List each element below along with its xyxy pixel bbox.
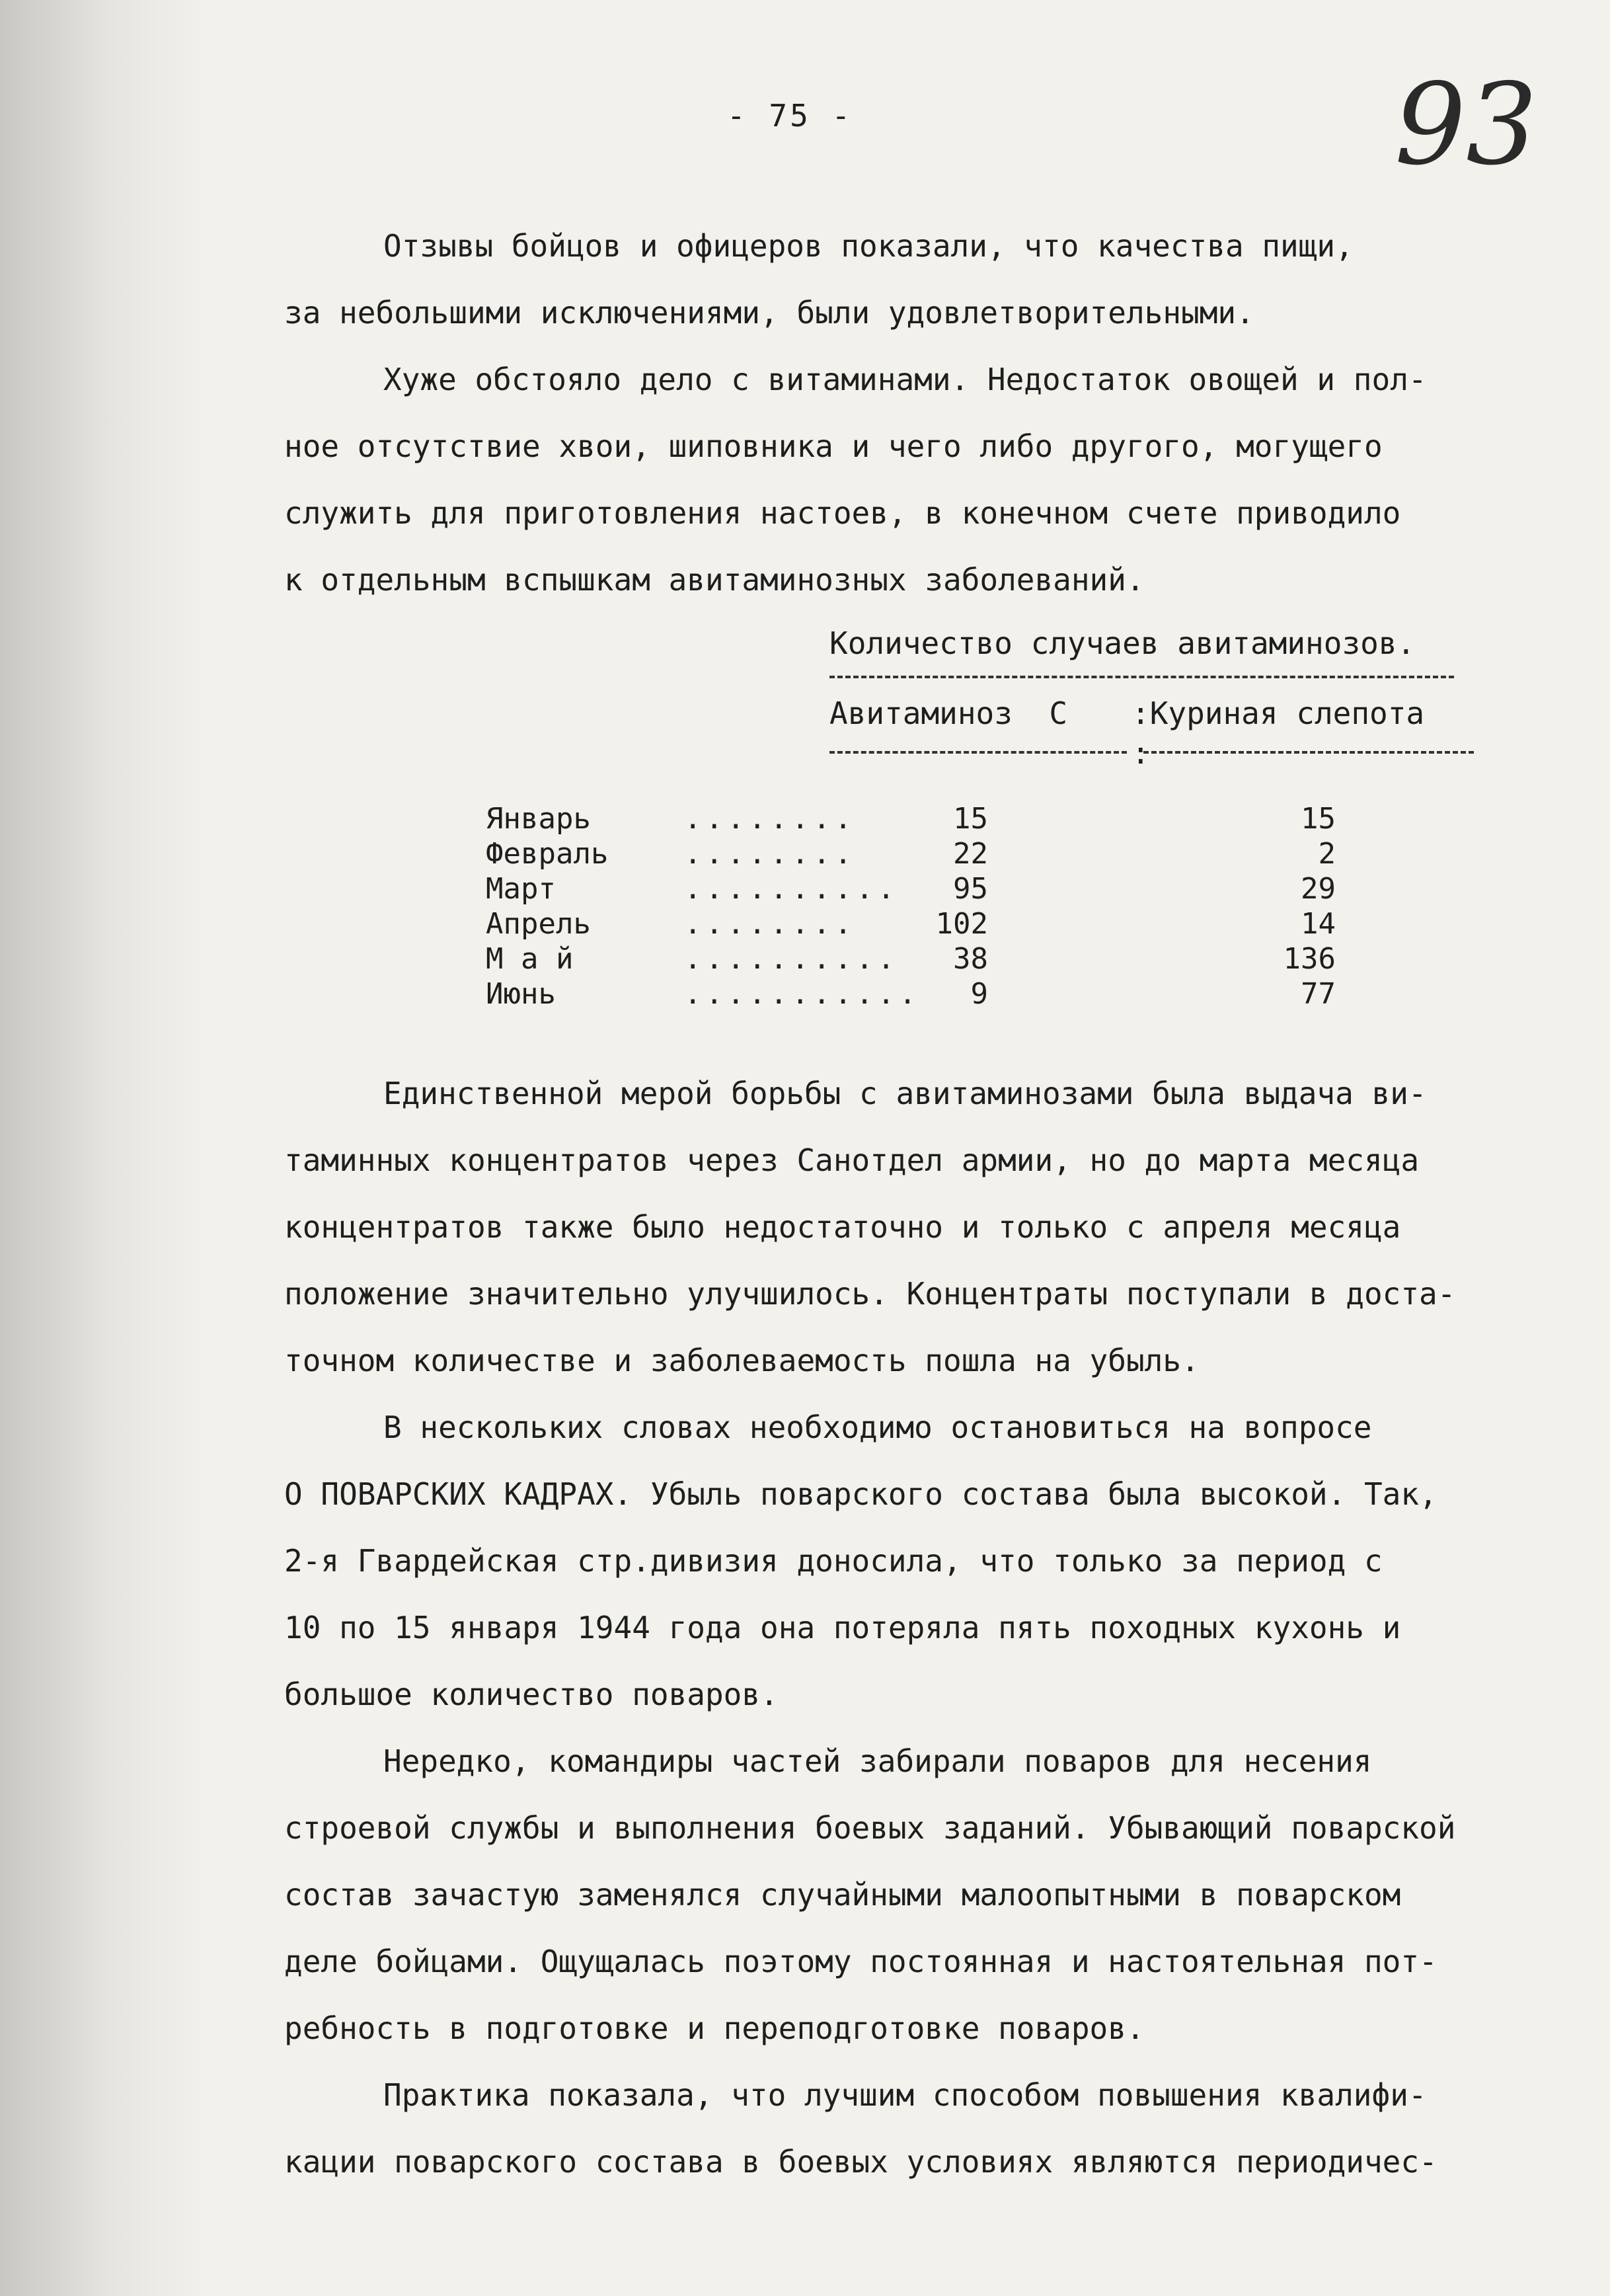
night-blindness-count: 15 <box>1301 802 1336 836</box>
avitaminosis-c-count: 15 <box>953 802 988 836</box>
text-line: О ПОВАРСКИХ КАДРАХ. Убыль поварского состава была высокой. Так, <box>284 1476 1438 1512</box>
avitaminosis-c-count: 38 <box>953 942 988 976</box>
text-line: В нескольких словах необходимо остановиться на вопросе <box>383 1409 1372 1445</box>
leader-dots: ........ <box>684 802 856 836</box>
leader-dots: .......... <box>684 942 899 976</box>
paragraph-3 <box>284 1060 1573 1394</box>
column-header-night-blindness: :Куриная слепота <box>1131 695 1425 731</box>
month-label: Апрель <box>486 907 591 941</box>
night-blindness-count: 136 <box>1283 942 1336 976</box>
avitaminosis-c-count: 95 <box>953 872 988 906</box>
text-line: Нередко, командиры частей забирали поваров для несения <box>383 1743 1372 1779</box>
text-line: строевой службы и выполнения боевых заданий. Убывающий поварской <box>284 1810 1456 1846</box>
table-top-rule <box>829 676 1454 678</box>
text-line: за небольшими исключениями, были удовлетворительными. <box>284 295 1254 331</box>
text-line: ребность в подготовке и переподготовке поваров. <box>284 2010 1145 2046</box>
text-line: Отзывы бойцов и офицеров показали, что качества пищи, <box>383 228 1354 264</box>
text-line: большое количество поваров. <box>284 1677 779 1712</box>
paragraph-2 <box>284 346 1573 614</box>
column-separator: : <box>1131 735 1150 771</box>
night-blindness-count: 14 <box>1301 907 1336 941</box>
paragraph-6 <box>284 2062 1573 2196</box>
table-row <box>486 837 1345 873</box>
table-header-rule-right <box>1143 751 1474 754</box>
night-blindness-count: 77 <box>1301 977 1336 1011</box>
column-header-avitaminosis-c: Авитаминоз С <box>829 695 1068 731</box>
text-line: 10 по 15 января 1944 года она потеряла пять походных кухонь и <box>284 1610 1401 1645</box>
month-label: Февраль <box>486 837 609 871</box>
text-line: состав зачастую заменялся случайными малоопытными в поварском <box>284 1877 1401 1913</box>
night-blindness-count: 2 <box>1318 837 1336 871</box>
text-line: таминных концентратов через Санотдел армии, но до марта месяца <box>284 1142 1420 1178</box>
avitaminosis-c-count: 102 <box>935 907 988 941</box>
text-line: 2-я Гвардейская стр.дивизия доносила, что только за период с <box>284 1543 1383 1579</box>
night-blindness-count: 29 <box>1301 872 1336 906</box>
table-row <box>486 872 1345 908</box>
table-row <box>486 942 1345 978</box>
text-line: точном количестве и заболеваемость пошла на убыль. <box>284 1343 1200 1378</box>
table-row <box>486 977 1345 1013</box>
handwritten-folio-number: 93 <box>1395 59 1538 190</box>
avitaminosis-c-count: 9 <box>970 977 988 1011</box>
leader-dots: ........ <box>684 837 856 871</box>
table-header-rule-left <box>829 751 1127 754</box>
paragraph-1 <box>284 213 1573 346</box>
text-line: Хуже обстояло дело с витаминами. Недостаток овощей и пол- <box>383 362 1427 397</box>
page-number: - 75 - <box>727 98 853 134</box>
avitaminosis-c-count: 22 <box>953 837 988 871</box>
text-line: Единственной мерой борьбы с авитаминозами была выдача ви- <box>383 1076 1427 1111</box>
text-line: концентратов также было недостаточно и только с апреля месяца <box>284 1209 1401 1245</box>
table-row <box>486 802 1345 838</box>
leader-dots: ........ <box>684 907 856 941</box>
month-label: Июнь <box>486 977 556 1011</box>
month-label: М а й <box>486 942 574 976</box>
text-line: деле бойцами. Ощущалась поэтому постоянная и настоятельная пот- <box>284 1944 1438 1979</box>
table-row <box>486 907 1345 943</box>
paragraph-4 <box>284 1394 1573 1728</box>
text-line: к отдельным вспышкам авитаминозных заболеваний. <box>284 562 1145 598</box>
leader-dots: .......... <box>684 872 899 906</box>
text-line: положение значительно улучшилось. Концентраты поступали в доста- <box>284 1276 1456 1312</box>
scan-grain <box>0 0 211 2296</box>
text-line: ное отсутствие хвои, шиповника и чего либо другого, могущего <box>284 428 1383 464</box>
text-line: кации поварского состава в боевых условиях являются периодичес- <box>284 2144 1438 2180</box>
leader-dots: ........... <box>684 977 921 1011</box>
text-line: Практика показала, что лучшим способом повышения квалифи- <box>383 2077 1427 2113</box>
text-line: служить для приготовления настоев, в конечном счете приводило <box>284 495 1401 531</box>
paragraph-5 <box>284 1728 1573 2062</box>
table-title: Количество случаев авитаминозов. <box>829 625 1416 661</box>
month-label: Март <box>486 872 556 906</box>
month-label: Январь <box>486 802 591 836</box>
